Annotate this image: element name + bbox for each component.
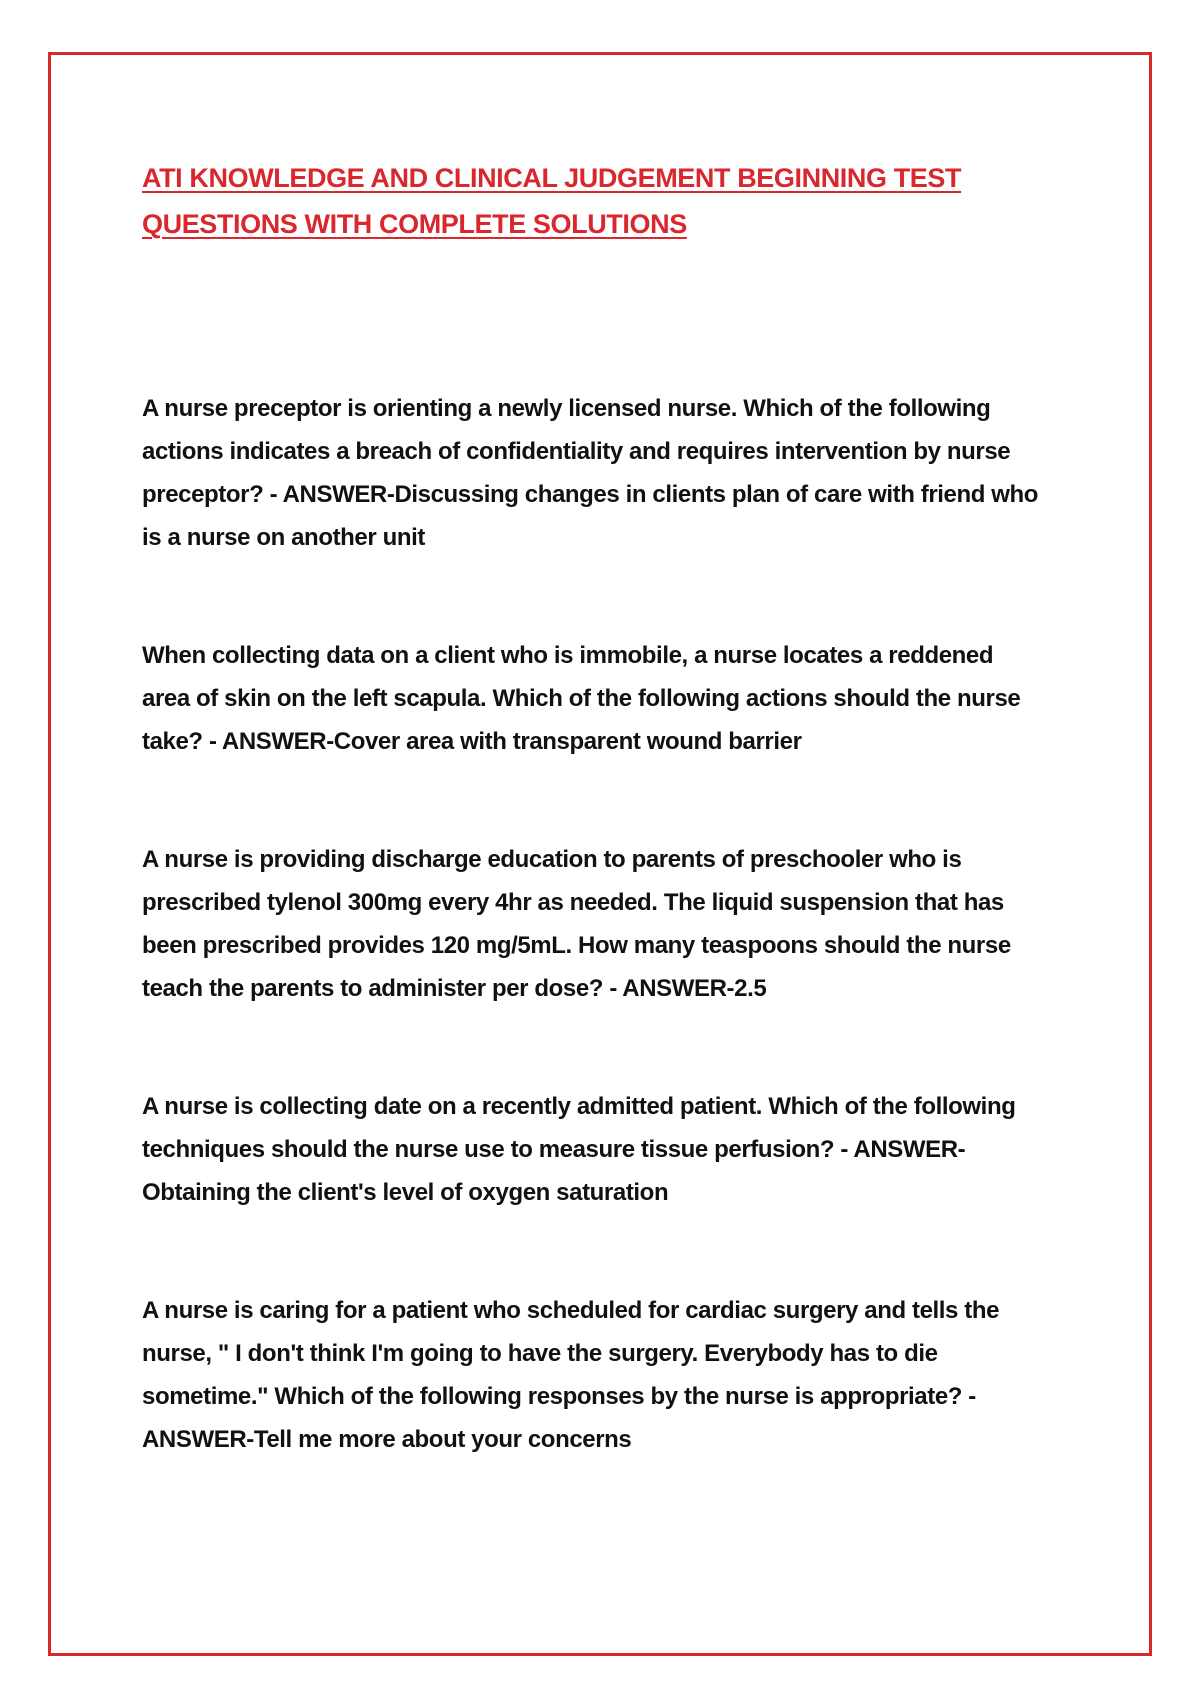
qa-item-3 (142, 838, 1072, 1010)
qa-line: A nurse is providing discharge education to parents of preschooler who is (142, 846, 962, 873)
qa-item-5 (142, 1289, 1072, 1461)
title-line-2: QUESTIONS WITH COMPLETE SOLUTIONS (142, 209, 687, 239)
qa-line: area of skin on the left scapula. Which of the following actions should the nurse (142, 685, 1021, 712)
document-title (142, 155, 1062, 247)
qa-line: teach the parents to administer per dose? - ANSWER-2.5 (142, 975, 767, 1002)
qa-line: When collecting data on a client who is immobile, a nurse locates a reddened (142, 642, 994, 669)
qa-line: techniques should the nurse use to measure tissue perfusion? - ANSWER- (142, 1136, 966, 1163)
qa-line: nurse, " I don't think I'm going to have the surgery. Everybody has to die (142, 1340, 938, 1367)
qa-line: prescribed tylenol 300mg every 4hr as needed. The liquid suspension that has (142, 889, 1004, 916)
qa-item-1 (142, 387, 1072, 559)
qa-line: A nurse is caring for a patient who scheduled for cardiac surgery and tells the (142, 1297, 1000, 1324)
qa-line: ANSWER-Tell me more about your concerns (142, 1426, 632, 1453)
qa-line: sometime." Which of the following responses by the nurse is appropriate? - (142, 1383, 976, 1410)
title-line-1: ATI KNOWLEDGE AND CLINICAL JUDGEMENT BEGINNING TEST (142, 163, 962, 193)
qa-line: actions indicates a breach of confidentiality and requires intervention by nurse (142, 438, 1011, 465)
qa-line: Obtaining the client's level of oxygen saturation (142, 1179, 669, 1206)
qa-item-4 (142, 1085, 1072, 1214)
qa-line: is a nurse on another unit (142, 524, 425, 551)
qa-line: A nurse preceptor is orienting a newly licensed nurse. Which of the following (142, 395, 991, 422)
qa-item-2 (142, 634, 1072, 763)
qa-line: A nurse is collecting date on a recently admitted patient. Which of the following (142, 1093, 1016, 1120)
qa-line: preceptor? - ANSWER-Discussing changes in clients plan of care with friend who (142, 481, 1039, 508)
qa-line: been prescribed provides 120 mg/5mL. How many teaspoons should the nurse (142, 932, 1011, 959)
qa-line: take? - ANSWER-Cover area with transparent wound barrier (142, 728, 802, 755)
